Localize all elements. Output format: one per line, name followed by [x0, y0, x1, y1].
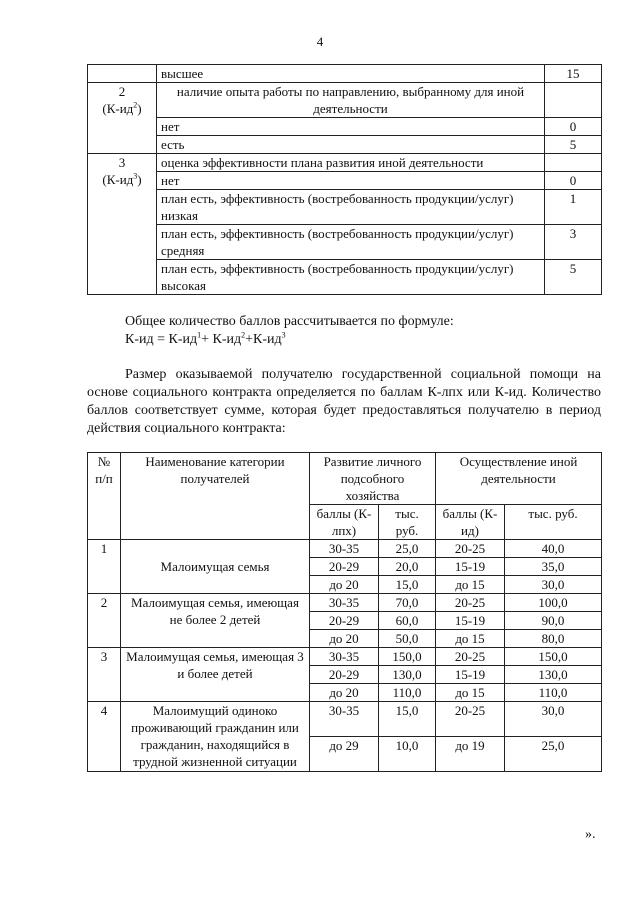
- formula: $К-ид = К-ид^1+ К-ид^2+К-ид^3$: [125, 330, 286, 347]
- value-cell: до 29: [310, 737, 379, 772]
- value-cell: 150,0: [379, 648, 436, 666]
- value-cell: 15,0: [379, 576, 436, 594]
- value-cell: 150,0: [505, 648, 602, 666]
- value-cell: 30-35: [310, 540, 379, 558]
- value-cell: 130,0: [379, 666, 436, 684]
- col-header-lph: Развитие личного подсобного хозяйства: [310, 453, 436, 505]
- table-row: нет 0: [88, 118, 602, 136]
- value-cell: 20-25: [436, 594, 505, 612]
- table-row: план есть, эффективность (востребованность продукции/услуг) средняя 3: [88, 225, 602, 260]
- value-cell: 30,0: [505, 702, 602, 737]
- criterion-code: 3 $(К-ид^3)$: [88, 154, 157, 295]
- value-cell: 80,0: [505, 630, 602, 648]
- value-cell: до 20: [310, 684, 379, 702]
- header-row: [88, 453, 602, 505]
- table-row: [88, 154, 602, 172]
- value-cell: 20-29: [310, 558, 379, 576]
- table-row: [88, 594, 602, 612]
- value-cell: до 15: [436, 630, 505, 648]
- value-cell: 35,0: [505, 558, 602, 576]
- value-cell: 50,0: [379, 630, 436, 648]
- col-header-other: Осуществление иной деятельности: [436, 453, 602, 505]
- formula-intro: Общее количество баллов рассчитывается по формуле:: [125, 314, 454, 329]
- payment-table: [87, 452, 602, 772]
- table-row: [88, 65, 602, 83]
- subheader-row: баллы (К-лпх) тыс. руб. баллы (К-ид) тыс. руб.: [88, 505, 602, 540]
- value-cell: 15-19: [436, 666, 505, 684]
- value-cell: до 19: [436, 737, 505, 772]
- value-cell: 30-35: [310, 594, 379, 612]
- value-cell: 10,0: [379, 737, 436, 772]
- row-number: 4: [88, 702, 121, 772]
- col-header-category: Наименование категории получателей: [121, 453, 310, 540]
- table-row: [88, 83, 602, 118]
- value-cell: 20-25: [436, 702, 505, 737]
- value-cell: 110,0: [379, 684, 436, 702]
- score-value: 15: [545, 65, 602, 83]
- value-cell: 70,0: [379, 594, 436, 612]
- category-name: Малоимущая семья, имеющая 3 и более детей: [121, 648, 310, 702]
- table-row: [88, 702, 602, 737]
- page-number: 4: [316, 34, 324, 49]
- category-name: Малоимущий одиноко проживающий гражданин или гражданин, находящийся в трудной жизненной ситуации: [121, 702, 310, 772]
- body-paragraph: Размер оказываемой получателю государственной социальной помощи на основе социального контракта определяется по баллам К-лпх или К-ид. Количество баллов соответствует сумме, которая будет предоставляться получателю в период действия социального контракта:: [87, 367, 601, 436]
- table-row: [88, 540, 602, 558]
- value-cell: 110,0: [505, 684, 602, 702]
- value-cell: 25,0: [505, 737, 602, 772]
- value-cell: 100,0: [505, 594, 602, 612]
- criterion-heading: наличие опыта работы по направлению, выбранному для иной деятельности: [157, 83, 545, 118]
- closing-quote: ».: [585, 827, 596, 842]
- value-cell: 20-25: [436, 648, 505, 666]
- value-cell: 15,0: [379, 702, 436, 737]
- value-cell: 130,0: [505, 666, 602, 684]
- category-name: Малоимущая семья: [121, 540, 310, 594]
- value-cell: до 20: [310, 576, 379, 594]
- category-name: Малоимущая семья, имеющая не более 2 детей: [121, 594, 310, 648]
- col-header-number: № п/п: [88, 453, 121, 540]
- table-row: нет 0: [88, 172, 602, 190]
- value-cell: до 15: [436, 684, 505, 702]
- scoring-table: [87, 64, 602, 295]
- row-number: 3: [88, 648, 121, 702]
- table-row: есть 5: [88, 136, 602, 154]
- table-row: план есть, эффективность (востребованность продукции/услуг) низкая 1: [88, 190, 602, 225]
- criterion-heading: оценка эффективности плана развития иной деятельности: [157, 154, 545, 172]
- row-number: 1: [88, 540, 121, 594]
- value-cell: 30-35: [310, 648, 379, 666]
- value-cell: 25,0: [379, 540, 436, 558]
- value-cell: 30,0: [505, 576, 602, 594]
- value-cell: 40,0: [505, 540, 602, 558]
- value-cell: 20-29: [310, 666, 379, 684]
- value-cell: 15-19: [436, 558, 505, 576]
- criterion-label: высшее: [157, 65, 545, 83]
- criterion-code: 2 $(К-ид^2)$: [88, 83, 157, 154]
- value-cell: 90,0: [505, 612, 602, 630]
- value-cell: 30-35: [310, 702, 379, 737]
- value-cell: 15-19: [436, 612, 505, 630]
- row-number: 2: [88, 594, 121, 648]
- value-cell: до 20: [310, 630, 379, 648]
- value-cell: до 15: [436, 576, 505, 594]
- value-cell: 20-29: [310, 612, 379, 630]
- value-cell: 60,0: [379, 612, 436, 630]
- value-cell: 20-25: [436, 540, 505, 558]
- value-cell: 20,0: [379, 558, 436, 576]
- table-row: план есть, эффективность (востребованность продукции/услуг) высокая 5: [88, 260, 602, 295]
- table-row: [88, 648, 602, 666]
